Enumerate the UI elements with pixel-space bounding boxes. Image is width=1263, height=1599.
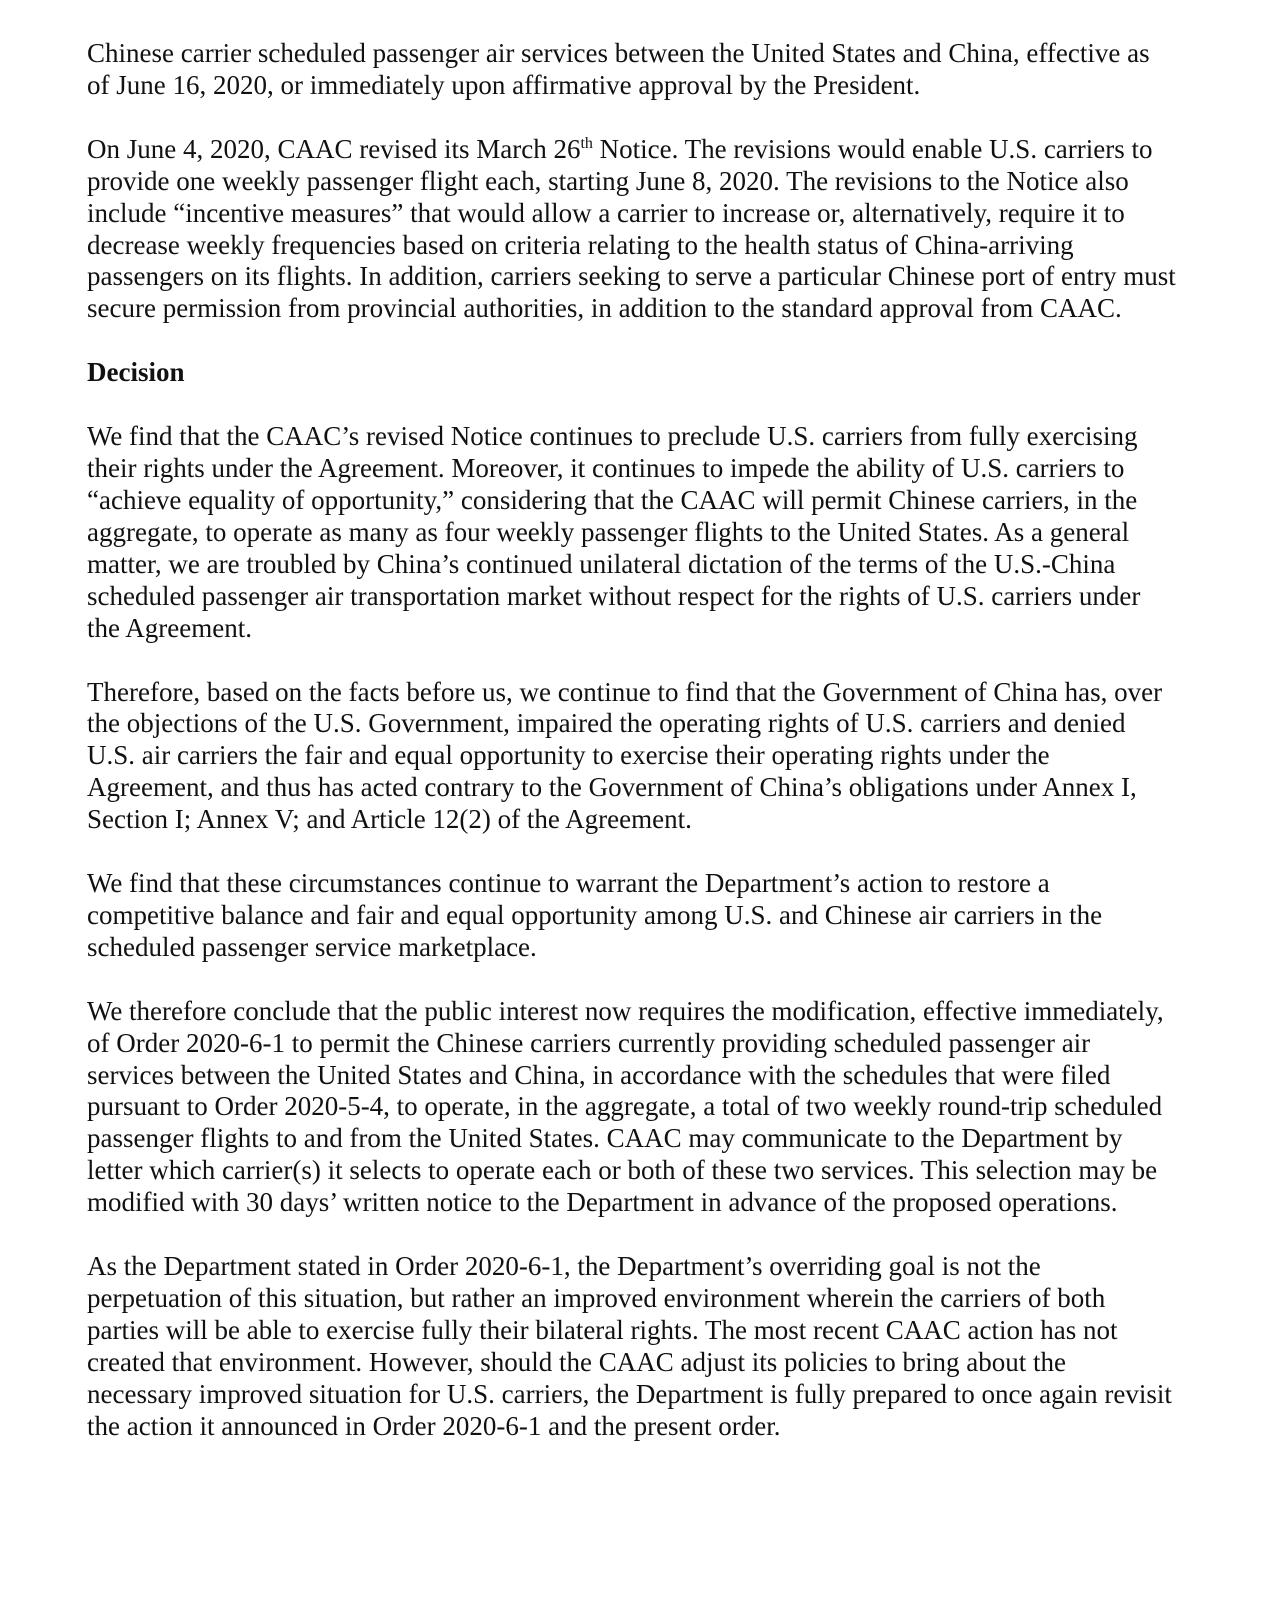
paragraph-caac-revision-rest: Notice. The revisions would enable U.S. carriers to provide one weekly passenger flight each, starting June 8, 2020. The revisions to the Notice also include “incentive measures” that would allow a carrier to increase or, alternatively, require it to decrease weekly frequencies based on criteria relating to the health status of China-arriving passengers on its flights. In addition, carriers seeking to serve a particular Chinese port of entry must secure permission from provincial authorities, in addition to the standard approval from CAAC. [87, 133, 1176, 324]
paragraph-revised-notice-finding: We find that the CAAC’s revised Notice continues to preclude U.S. carriers from fully exercising their rights under the Agreement. Moreover, it continues to impede the ability of U.S. carriers to “achieve equality of opportunity,” considering that the CAAC will permit Chinese carriers, in the aggregate, to operate as many as four weekly passenger flights to the United States. As a general matter, we are troubled by China’s continued unilateral dictation of the terms of the U.S.-China scheduled passenger air transportation market without respect for the rights of U.S. carriers under the Agreement. [87, 421, 1141, 643]
paragraph-caac-revision-start: On June 4, 2020, CAAC revised its March 26 [87, 133, 581, 164]
paragraph-caac-revision [87, 134, 1177, 325]
paragraph-circumstances: We find that these circumstances continue to warrant the Department’s action to restore a competitive balance and fair and equal opportunity among U.S. and Chinese air carriers in the scheduled passenger service marketplace. [87, 868, 1103, 962]
paragraph-government-finding: Therefore, based on the facts before us, we continue to find that the Government of China has, over the objections of the U.S. Government, impaired the operating rights of U.S. carriers and denied U.S. air carriers the fair and equal opportunity to exercise their operating rights under the Agreement, and thus has acted contrary to the Government of China’s obligations under Annex I, Section I; Annex V; and Article 12(2) of the Agreement. [87, 676, 1163, 835]
paragraph-conclusion: We therefore conclude that the public interest now requires the modification, effective immediately, of Order 2020-6-1 to permit the Chinese carriers currently providing scheduled passenger air services between the United States and China, in accordance with the schedules that were filed pursuant to Order 2020-5-4, to operate, in the aggregate, a total of two weekly round-trip scheduled passenger flights to and from the United States. CAAC may communicate to the Department by letter which carrier(s) it selects to operate each or both of these two services. This selection may be modified with 30 days’ written notice to the Department in advance of the proposed operations. [87, 995, 1164, 1218]
document-body [87, 38, 1177, 1475]
paragraph-carrier-services: Chinese carrier scheduled passenger air services between the United States and China, effective as of June 16, 2020, or immediately upon affirmative approval by the President. [87, 38, 1150, 100]
ordinal-superscript: th [580, 134, 593, 152]
section-heading-decision: Decision [87, 357, 185, 388]
paragraph-department-goal: As the Department stated in Order 2020-6-1, the Department’s overriding goal is not the perpetuation of this situation, but rather an improved environment wherein the carriers of both parties will be able to exercise fully their bilateral rights. The most recent CAAC action has not created that environment. However, should the CAAC adjust its policies to bring about the necessary improved situation for U.S. carriers, the Department is fully prepared to once again revisit the action it announced in Order 2020-6-1 and the present order. [87, 1251, 1172, 1441]
